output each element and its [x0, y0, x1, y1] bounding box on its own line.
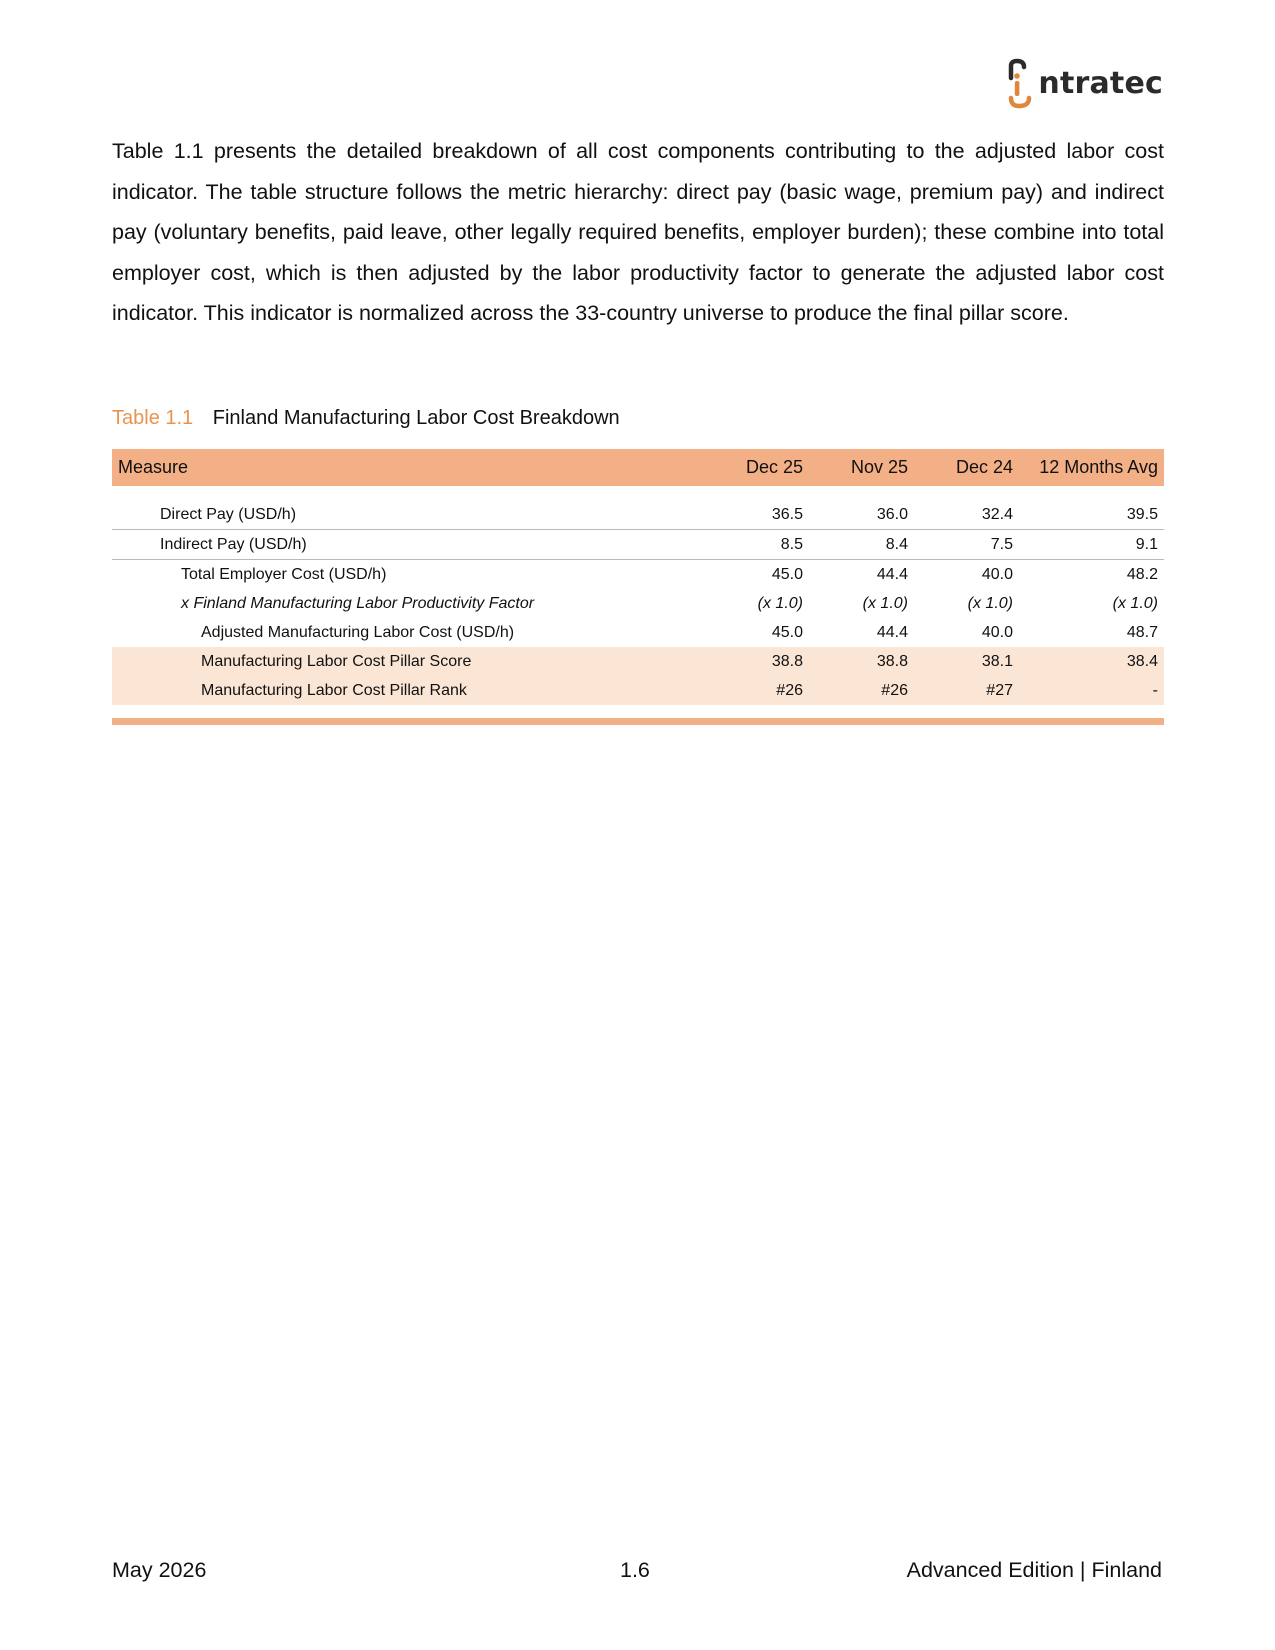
row-measure: Manufacturing Labor Cost Pillar Rank — [112, 676, 704, 705]
row-value-dec-25: 45.0 — [771, 565, 803, 583]
row-value-dec-24: 32.4 — [914, 500, 1019, 530]
row-value-12-months-avg: 39.5 — [1019, 500, 1164, 530]
row-measure: Indirect Pay (USD/h) — [112, 530, 704, 560]
intro-paragraph: Table 1.1 presents the detailed breakdown of all cost components contributing to the adjusted labor cost indicator. The table structure follows the metric hierarchy: direct pay (basic wage, premium pay) and indirect pay (voluntary benefits, paid leave, other legally required benefits, employer burden); these combine into total employer cost, which is then adjusted by the labor productivity factor to generate the adjusted labor cost indicator. This indicator is normalized across the 33-country universe to produce the final pillar score. — [112, 139, 1164, 325]
row-value-dec-25: (x 1.0) — [757, 594, 803, 612]
row-measure: Direct Pay (USD/h) — [112, 500, 704, 530]
table-row-indirect-pay — [112, 530, 1164, 560]
row-value-nov-25: #26 — [809, 676, 914, 705]
column-header-nov-25: Nov 25 — [809, 449, 914, 486]
row-value-dec-24: 40.0 — [981, 565, 1013, 583]
table-caption — [112, 405, 620, 431]
logo-wordmark: ntratec — [1038, 66, 1163, 101]
column-header-measure: Measure — [112, 449, 704, 486]
row-value-nov-25: 36.0 — [809, 500, 914, 530]
row-value-dec-24: #27 — [914, 676, 1019, 705]
table-bottom-rule — [112, 718, 1164, 725]
footer-page-number: 1.6 — [620, 1558, 650, 1582]
row-value-dec-25: 38.8 — [704, 647, 809, 676]
row-value-dec-24: (x 1.0) — [967, 594, 1013, 612]
column-header-dec-25: Dec 25 — [704, 449, 809, 486]
row-measure: Manufacturing Labor Cost Pillar Score — [112, 647, 704, 676]
row-value-dec-25: 8.5 — [704, 530, 809, 560]
row-value-12-months-avg: 48.7 — [1126, 623, 1158, 641]
table-row-productivity-factor — [112, 589, 1164, 618]
table-caption-label: Table 1.1 — [112, 407, 194, 429]
table-header-row — [112, 449, 1164, 486]
row-value-12-months-avg: - — [1019, 676, 1164, 705]
row-value-nov-25: 44.4 — [876, 565, 908, 583]
row-value-nov-25: 44.4 — [876, 623, 908, 641]
table-spacer-row — [112, 486, 1164, 500]
footer-edition: Advanced Edition | Finland — [906, 1558, 1162, 1582]
row-value-dec-24: 40.0 — [981, 623, 1013, 641]
row-value-12-months-avg: (x 1.0) — [1112, 594, 1158, 612]
row-value-dec-25: 36.5 — [704, 500, 809, 530]
row-value-dec-25: 45.0 — [771, 623, 803, 641]
row-value-12-months-avg: 48.2 — [1126, 565, 1158, 583]
row-value-dec-24: 38.1 — [914, 647, 1019, 676]
row-value-dec-24: 7.5 — [914, 530, 1019, 560]
labor-cost-breakdown-table — [112, 449, 1164, 705]
row-value-12-months-avg: 9.1 — [1019, 530, 1164, 560]
row-value-dec-25: #26 — [704, 676, 809, 705]
intratec-logo-mark-icon — [1007, 58, 1037, 110]
table-row-adjusted-labor-cost — [112, 618, 1164, 647]
row-measure: Adjusted Manufacturing Labor Cost (USD/h) — [201, 623, 515, 641]
intratec-logo — [1007, 56, 1163, 112]
table-row-total-employer-cost — [112, 560, 1164, 590]
row-value-nov-25: 38.8 — [809, 647, 914, 676]
table-caption-title: Finland Manufacturing Labor Cost Breakdown — [212, 407, 620, 429]
column-header-12-months-avg: 12 Months Avg — [1019, 449, 1164, 486]
table-row-pillar-rank — [112, 676, 1164, 705]
row-measure: x Finland Manufacturing Labor Productivity Factor — [181, 594, 535, 612]
column-header-dec-24: Dec 24 — [914, 449, 1019, 486]
table-row-direct-pay — [112, 500, 1164, 530]
row-value-nov-25: 8.4 — [809, 530, 914, 560]
footer-date: May 2026 — [112, 1558, 207, 1582]
row-value-12-months-avg: 38.4 — [1019, 647, 1164, 676]
table-row-pillar-score — [112, 647, 1164, 676]
row-measure: Total Employer Cost (USD/h) — [181, 565, 387, 583]
row-value-nov-25: (x 1.0) — [862, 594, 908, 612]
